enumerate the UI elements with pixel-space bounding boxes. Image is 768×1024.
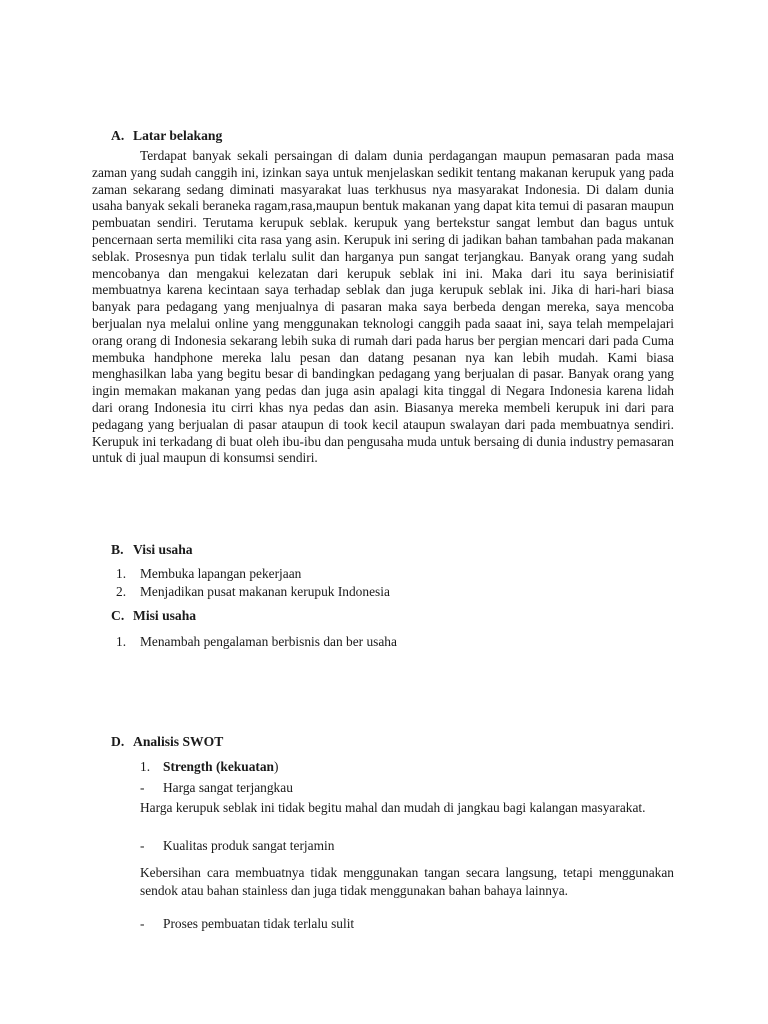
section-b-letter: B. xyxy=(111,542,124,557)
swot-point-label xyxy=(140,916,354,932)
swot-point-label xyxy=(140,780,293,796)
strength-subheading xyxy=(140,759,278,775)
list-item-text: Menjadikan pusat makanan kerupuk Indonesia xyxy=(140,584,390,599)
list-item-text: Menambah pengalaman berbisnis dan ber usaha xyxy=(140,634,397,649)
section-d-heading xyxy=(111,734,223,750)
point-label-text: Harga sangat terjangkau xyxy=(163,780,293,795)
list-item-number: 1. xyxy=(116,566,127,581)
swot-point-label xyxy=(140,838,334,854)
section-a-title: Latar belakang xyxy=(133,128,223,143)
list-item-text: Membuka lapangan pekerjaan xyxy=(140,566,302,581)
section-d-title: Analisis SWOT xyxy=(133,734,224,749)
swot-point-description: Kebersihan cara membuatnya tidak menggunakan tangan secara langsung, tetapi menggunakan sendok atau bahan stainless dan juga tidak menggunakan bahan bahaya lainnya. xyxy=(140,865,674,898)
list-item xyxy=(116,583,390,601)
section-a-paragraph-text: Terdapat banyak sekali persaingan di dalam dunia perdagangan maupun pemasaran pada masa zaman yang sudah canggih ini, izinkan saya untuk menjelaskan sedikit tentang makanan kerupuk yang pada zaman sekarang sedang diminati masyarakat luas terkhusus nya masyarakat Indonesia. Di dalam dunia usaha banyak sekali beraneka ragam,rasa,maupun bentuk makanan yang dapat kita temui di pasaran maupun pembuatan sendiri. Terutama kerupuk seblak. kerupuk yang bertekstur sangat lembut dan bagus untuk pencernaan serta memiliki cita rasa yang asin. Kerupuk ini sering di jadikan bahan tambahan pada makanan seblak. Prosesnya pun tidak terlalu sulit dan harganya pun sangat terjangkau. Banyak orang yang sudah mencobanya dan mengakui kelezatan dari kerupuk seblak ini ini. Maka dari itu saya berinisiatif membuatnya karena kecintaan saya terhadap seblak dan juga kerupuk seblak ini. Jika di hari-hari biasa banyak para pedagang yang menjualnya di pasaran maka saya berbeda dengan mereka, saya mencoba berjualan nya melalui online yang menggunakan teknologi canggih pada saaat ini, saya telah mempelajari orang orang di Indonesia sekarang lebih suka di rumah dari pada harus ber pergian mencari dari pada Cuma membuka handphone mereka lalu pesan dan datang pesanan nya kan lebih mudah. Kami biasa menghasilkan laba yang begitu besar di bandingkan pedagang yang berjualan di pasar. Banyak orang yang ingin memakan makanan yang pedas dan juga asin apalagi kita tinggal di Negara Indonesia karena lidah dari orang Indonesia itu cirri khas nya pedas dan asin. Biasanya mereka membeli kerupuk ini dari para pedagang yang berjualan di pasar ataupun di took kecil ataupun swalayan dari pada membuatnya sendiri. Kerupuk ini terkadang di buat oleh ibu-ibu dan pengusaha muda untuk bersaing di dunia industry pemasaran untuk di jual maupun di konsumsi sendiri. xyxy=(92,148,674,466)
strength-number: 1. xyxy=(140,759,151,774)
section-d-letter: D. xyxy=(111,734,125,749)
section-b-title: Visi usaha xyxy=(133,542,193,557)
dash-marker: - xyxy=(140,838,145,853)
list-item-number: 2. xyxy=(116,584,127,599)
section-c-letter: C. xyxy=(111,608,125,623)
section-a-letter: A. xyxy=(111,128,125,143)
point-label-text: Proses pembuatan tidak terlalu sulit xyxy=(163,916,355,931)
section-b-heading xyxy=(111,542,193,558)
list-item-number: 1. xyxy=(116,634,127,649)
point-label-text: Kualitas produk sangat terjamin xyxy=(163,838,335,853)
section-a-heading xyxy=(111,128,222,144)
list-item xyxy=(116,633,397,651)
section-a-paragraph xyxy=(92,148,674,467)
strength-title: Strength (kekuatan xyxy=(163,759,274,774)
section-c-heading xyxy=(111,608,196,624)
section-c-title: Misi usaha xyxy=(133,608,197,623)
list-item xyxy=(116,565,390,583)
dash-marker: - xyxy=(140,780,145,795)
dash-marker: - xyxy=(140,916,145,931)
visi-list xyxy=(116,565,390,601)
misi-list xyxy=(116,633,397,651)
swot-point-description: Harga kerupuk seblak ini tidak begitu mahal dan mudah di jangkau bagi kalangan masyarakat. xyxy=(140,800,646,815)
strength-title-tail: ) xyxy=(274,759,279,774)
